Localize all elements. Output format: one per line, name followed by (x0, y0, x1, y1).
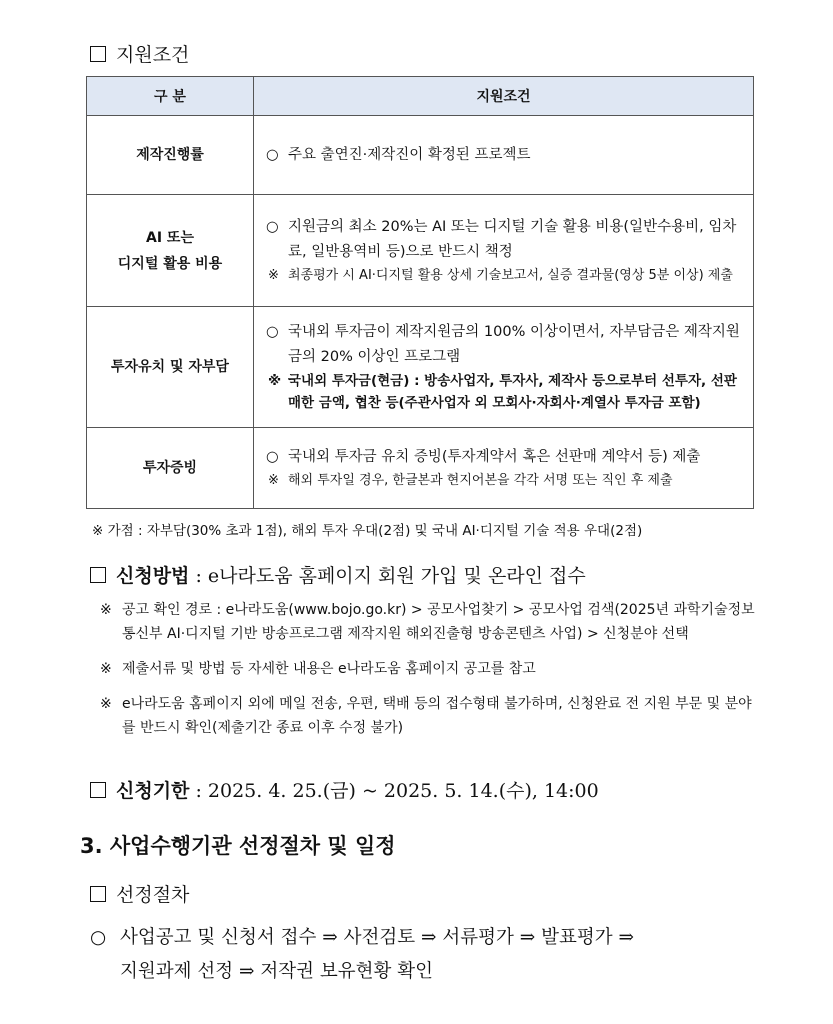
table-header-conditions: 지원조건 (254, 77, 754, 116)
row-description (254, 428, 754, 509)
application-method-heading: 신청방법 : e나라도움 홈페이지 회원 가입 및 온라인 접수 (90, 561, 586, 588)
row-category: 투자유치 및 자부담 (87, 307, 254, 428)
selection-process-heading: 선정절차 (90, 880, 189, 907)
reference-mark-icon: ※ (268, 472, 279, 488)
reference-mark-icon: ※ (268, 267, 279, 283)
list-item: ○ 국내외 투자금 유치 증빙(투자계약서 혹은 선판매 계약서 등) 제출 (266, 445, 743, 470)
reference-mark-icon: ※ (100, 602, 112, 618)
list-item: ○ 지원금의 최소 20%는 AI 또는 디지털 기술 활용 비용(일반수용비, 임차료, 일반용역비 등)으로 반드시 책정 (266, 215, 743, 265)
row-description (254, 116, 754, 195)
table-row (87, 428, 754, 509)
reference-mark-icon: ※ (268, 373, 282, 389)
table-row (87, 307, 754, 428)
reference-mark-icon: ※ (100, 661, 112, 677)
note-item: ※ 공고 확인 경로 : e나라도움(www.bojo.go.kr) > 공모사업찾기 > 공모사업 검색(2025년 과학기술정보통신부 AI·디지털 기반 방송프로그램 제작지원 해외진출형 방송콘텐츠 사업) > 신청분야 선택 (100, 598, 756, 646)
row-description (254, 307, 754, 428)
table-header-row (87, 77, 754, 116)
selection-process-flow: ○ 사업공고 및 신청서 접수 ⇒ 사전검토 ⇒ 서류평가 ⇒ 발표평가 ⇒ 지원과제 선정 ⇒ 저작권 보유현황 확인 (90, 921, 758, 989)
reference-mark-icon: ※ (100, 696, 112, 712)
checkbox-square-icon (90, 46, 106, 62)
deadline-heading: 신청기한 : 2025. 4. 25.(금) ~ 2025. 5. 14.(수), 14:00 (90, 776, 599, 803)
checkbox-square-icon (90, 782, 106, 798)
list-item: ○ 주요 출연진·제작진이 확정된 프로젝트 (266, 143, 743, 168)
circle-bullet-icon: ○ (90, 927, 107, 948)
note-item: ※ 해외 투자일 경우, 한글본과 현지어본을 각각 서명 또는 직인 후 제출 (266, 470, 743, 492)
note-item: ※ 제출서류 및 방법 등 자세한 내용은 e나라도움 홈페이지 공고를 참고 (100, 657, 756, 681)
circle-bullet-icon: ○ (266, 146, 279, 163)
checkbox-square-icon (90, 886, 106, 902)
row-description (254, 195, 754, 307)
row-category: AI 또는 디지털 활용 비용 (87, 195, 254, 307)
application-notes (100, 598, 756, 751)
bonus-points-footnote: ※ 가점 : 자부담(30% 초과 1점), 해외 투자 우대(2점) 및 국내 AI·디지털 기술 적용 우대(2점) (92, 523, 643, 539)
support-conditions-heading: 지원조건 (90, 40, 189, 67)
note-item: ※ 최종평가 시 AI·디지털 활용 상세 기술보고서, 실증 결과물(영상 5분 이상) 제출 (266, 265, 743, 287)
circle-bullet-icon: ○ (266, 218, 279, 235)
table-row (87, 116, 754, 195)
table-header-category: 구 분 (87, 77, 254, 116)
checkbox-square-icon (90, 567, 106, 583)
row-category: 제작진행률 (87, 116, 254, 195)
circle-bullet-icon: ○ (266, 448, 279, 465)
row-category: 투자증빙 (87, 428, 254, 509)
circle-bullet-icon: ○ (266, 324, 279, 340)
support-conditions-table (86, 76, 754, 509)
list-item: ○ 국내외 투자금이 제작지원금의 100% 이상이면서, 자부담금은 제작지원금의 20% 이상인 프로그램 (266, 320, 743, 370)
note-item: ※ 국내외 투자금(현금) : 방송사업자, 투자사, 제작사 등으로부터 선투자, 선판매한 금액, 협찬 등(주관사업자 외 모회사·자회사·계열사 투자금 포함) (266, 370, 743, 414)
section-3-title: 3. 사업수행기관 선정절차 및 일정 (80, 834, 396, 858)
table-row (87, 195, 754, 307)
note-item: ※ e나라도움 홈페이지 외에 메일 전송, 우편, 택배 등의 접수형태 불가하며, 신청완료 전 지원 부문 및 분야를 반드시 확인(제출기간 종료 이후 수정 불가) (100, 692, 756, 740)
